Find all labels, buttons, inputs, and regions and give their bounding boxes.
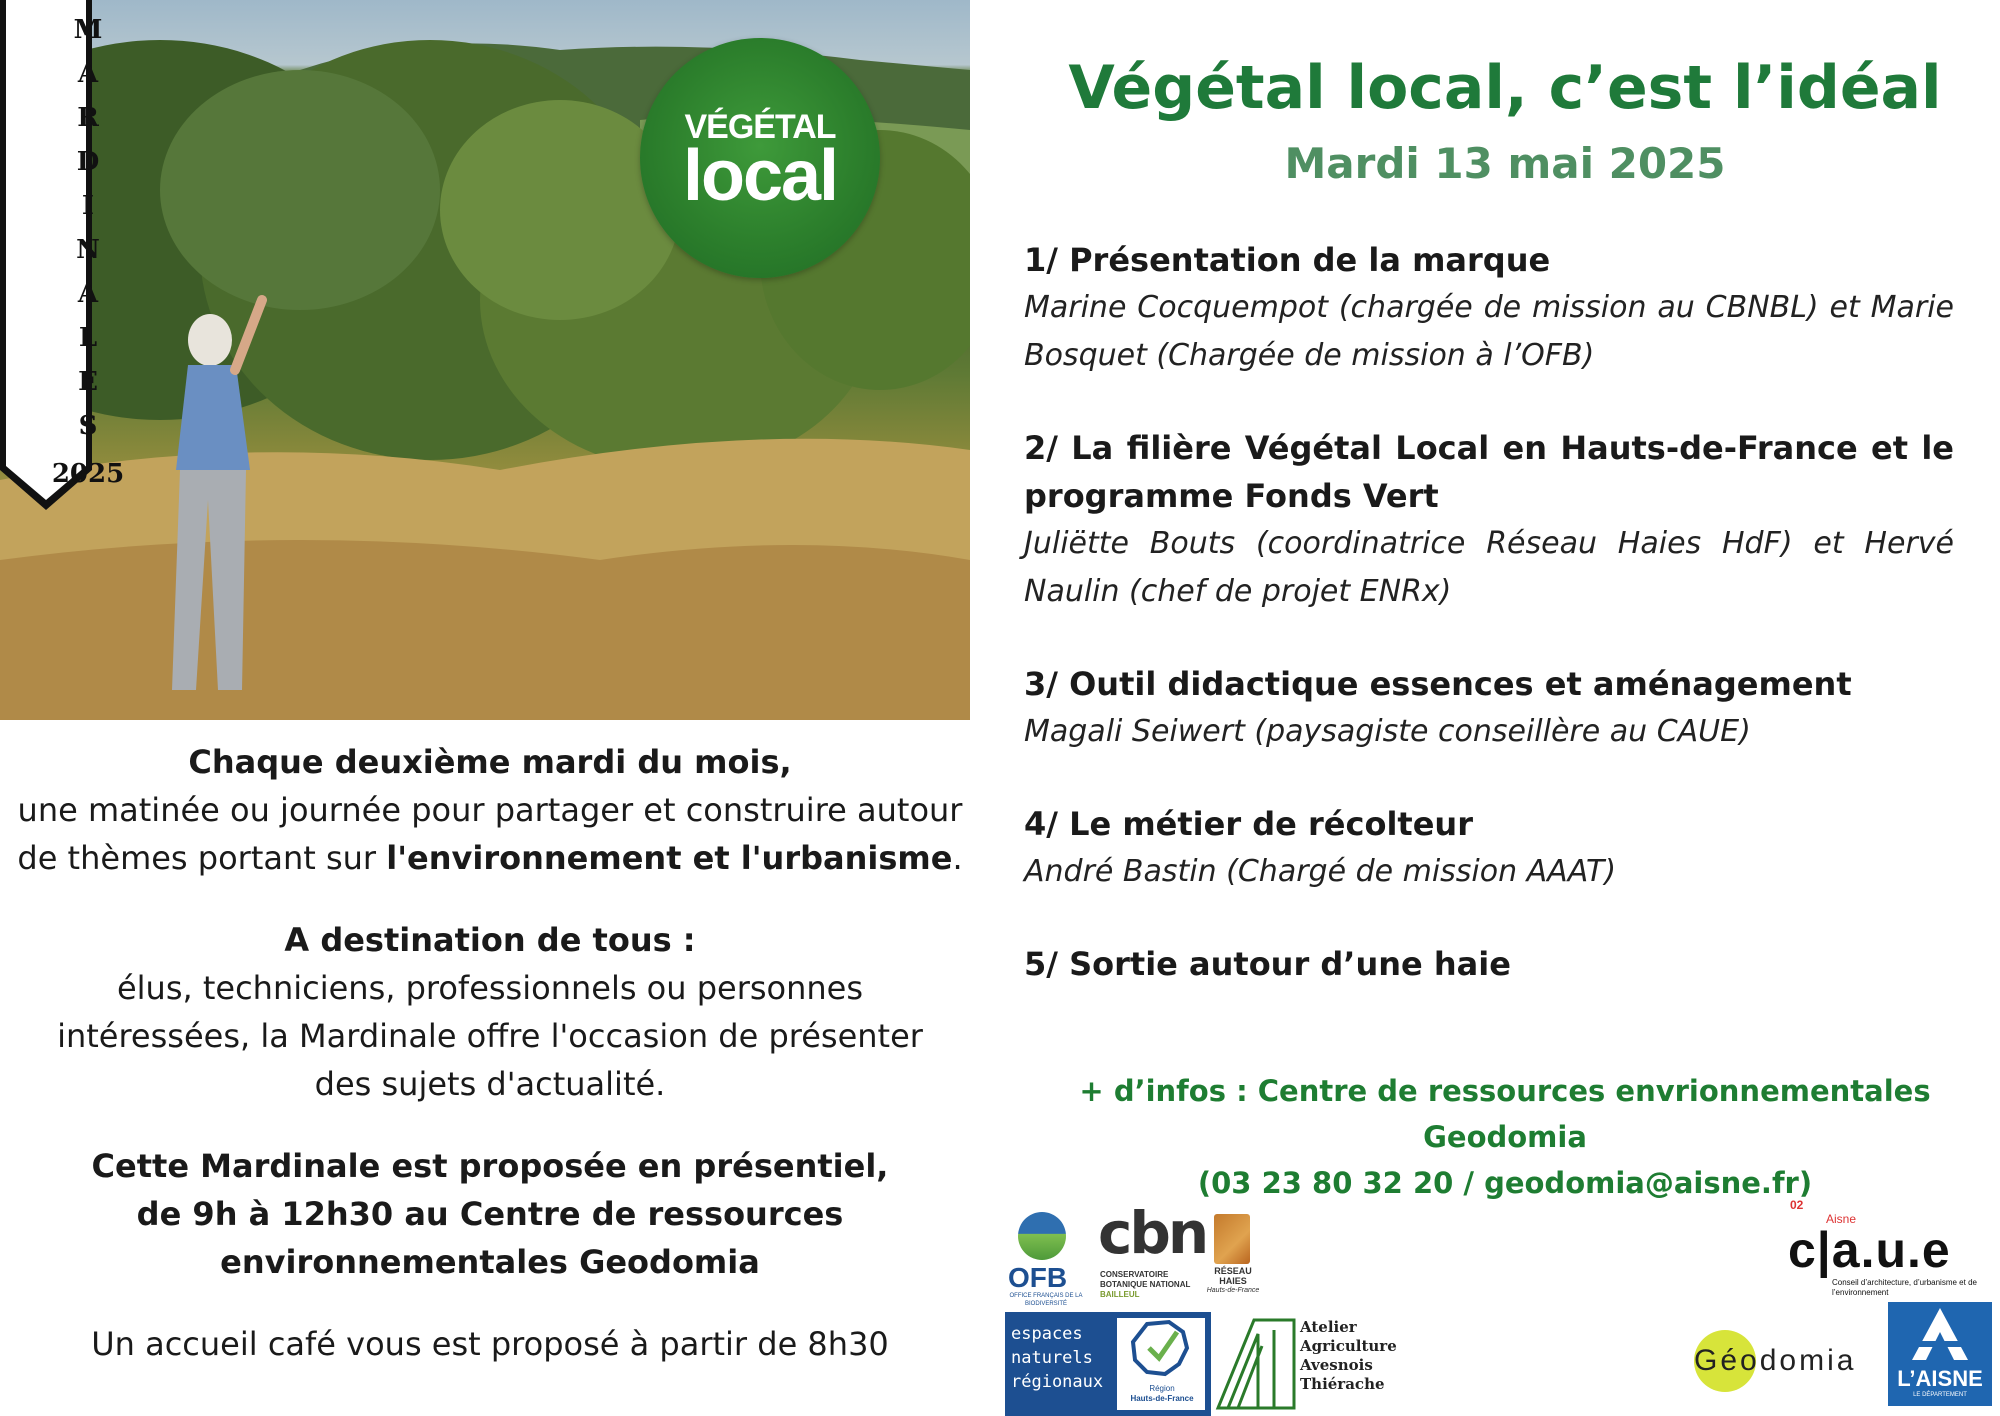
agenda-speakers: Magali Seiwert (paysagiste conseillère au CAUE)	[1024, 714, 1751, 749]
agenda-heading: 1/ Présentation de la marque	[1024, 241, 1551, 279]
intro-block	[10, 738, 970, 1368]
ribbon-letter: L	[78, 323, 98, 353]
agenda-speakers: André Bastin (Chargé de mission AAAT)	[1024, 854, 1617, 889]
espaces-naturels-regionaux-logo	[1005, 1312, 1211, 1416]
caue-dept-name: Aisne	[1826, 1212, 1857, 1226]
contact-line1: + d’infos : Centre de ressources envrionnementales Geodomia	[1079, 1074, 1931, 1154]
intro-p3-line2: de 9h à 12h30 au Centre de ressources	[136, 1195, 844, 1233]
agenda-item	[1024, 236, 1954, 380]
logo-top-text: VÉGÉTAL	[684, 108, 836, 146]
agenda-heading: 4/ Le métier de récolteur	[1024, 805, 1473, 843]
vegetal-local-logo	[640, 38, 880, 278]
ribbon-year: 2025	[51, 459, 125, 489]
ribbon-letter: D	[76, 147, 100, 177]
aisne-a-icon	[1888, 1302, 1992, 1366]
ribbon-label	[42, 8, 134, 496]
intro-p1-emph: l'environnement et l'urbanisme	[386, 839, 953, 877]
cbn-sub1: CONSERVATOIRE BOTANIQUE NATIONAL	[1100, 1270, 1191, 1289]
cbn-logo-text: cbn	[1098, 1199, 1207, 1267]
aaat-line2: Agriculture	[1300, 1337, 1397, 1355]
intro-p2-text: élus, techniciens, professionnels ou personnes intéressées, la Mardinale offre l'occasion de présenter des sujets d'actualité.	[57, 969, 923, 1103]
intro-p4: Un accueil café vous est proposé à partir de 8h30	[91, 1325, 889, 1363]
ribbon-letter: E	[78, 367, 98, 397]
agenda-heading: 5/ Sortie autour d’une haie	[1024, 945, 1511, 983]
enr-region-a: Région	[1149, 1384, 1175, 1393]
reseau-haies-logo-icon	[1214, 1214, 1250, 1264]
intro-p1-bold: Chaque deuxième mardi du mois,	[188, 743, 792, 781]
page-title: Végétal local, c’est l’idéal	[1068, 53, 1942, 123]
ofb-logo-text: OFB	[1008, 1262, 1068, 1293]
agenda-item	[1024, 800, 1954, 896]
agenda-heading: 2/ La filière Végétal Local en Hauts-de-France et le programme Fonds Vert	[1024, 429, 1954, 515]
intro-p1	[10, 786, 970, 882]
aisne-logo-text: L’AISNE	[1897, 1366, 1983, 1391]
agenda-list	[1024, 236, 1954, 1032]
cbn-logo-subtitle	[1100, 1270, 1210, 1300]
enr-logo-text: espaces naturels régionaux	[1011, 1324, 1104, 1392]
intro-p2-bold: A destination de tous :	[284, 921, 696, 959]
caue-logo-subtitle: Conseil d’architecture, d’urbanisme et de l’environnement	[1832, 1278, 1977, 1297]
ofb-logo-subtitle: OFFICE FRANÇAIS DE LA BIODIVERSITÉ	[1009, 1293, 1083, 1307]
enr-region-b: Hauts-de-France	[1130, 1394, 1194, 1403]
contact-info	[1010, 1068, 2000, 1206]
aaat-logo-icon	[1214, 1316, 1298, 1412]
enr-region-label	[1119, 1384, 1205, 1404]
reseau-haies-logo-text	[1206, 1266, 1260, 1296]
aaat-line3: Avesnois	[1300, 1356, 1373, 1374]
agenda-heading: 3/ Outil didactique essences et aménagement	[1024, 665, 1852, 703]
agenda-speakers: Juliëtte Bouts (coordinatrice Réseau Haies HdF) et Hervé Naulin (chef de projet ENRx)	[1024, 526, 1954, 609]
logo-main-text: local	[682, 136, 838, 216]
ribbon-letter: R	[77, 103, 99, 133]
ribbon-letter: A	[77, 279, 99, 309]
france-map-icon	[1117, 1318, 1205, 1382]
hero-photo	[0, 0, 970, 720]
aaat-line1: Atelier	[1300, 1318, 1357, 1336]
ribbon-letter: A	[77, 59, 99, 89]
cbn-sub2: BAILLEUL	[1100, 1290, 1140, 1299]
caue-dept-number: 02	[1790, 1198, 1804, 1212]
intro-p1-text: une matinée ou journée pour partager et construire autour de thèmes portant sur	[17, 791, 963, 877]
agenda-speakers: Marine Cocquempot (chargée de mission au CBNBL) et Marie Bosquet (Chargée de mission à l’OFB)	[1024, 290, 1954, 373]
aisne-logo-subtitle: LE DÉPARTEMENT	[1913, 1392, 1967, 1398]
agenda-item	[1024, 424, 1954, 616]
ribbon-letter: S	[78, 411, 98, 441]
ribbon-letter: N	[76, 235, 100, 265]
intro-p1-end: .	[952, 839, 963, 877]
agenda-item	[1024, 940, 1954, 988]
intro-p3-line3: environnementales Geodomia	[220, 1243, 760, 1281]
geodomia-logo-text: Géodomia	[1694, 1344, 1857, 1377]
event-date: Mardi 13 mai 2025	[1284, 139, 1726, 188]
agenda-item	[1024, 660, 1954, 756]
ribbon-letter: M	[73, 15, 103, 45]
ribbon-letter: I	[81, 191, 95, 221]
aaat-logo-text	[1300, 1318, 1397, 1394]
aaat-line4: Thiérache	[1300, 1375, 1385, 1393]
haies-sub: Hauts-de-France	[1206, 1287, 1260, 1294]
contact-line2: (03 23 80 32 20 / geodomia@aisne.fr)	[1197, 1166, 1813, 1200]
haies-name: RÉSEAU HAIES	[1214, 1266, 1252, 1286]
intro-p3-line1: Cette Mardinale est proposée en présentiel,	[91, 1147, 889, 1185]
ofb-logo-icon	[1018, 1212, 1066, 1260]
caue-logo-text: c|a.u.e	[1788, 1222, 1951, 1278]
